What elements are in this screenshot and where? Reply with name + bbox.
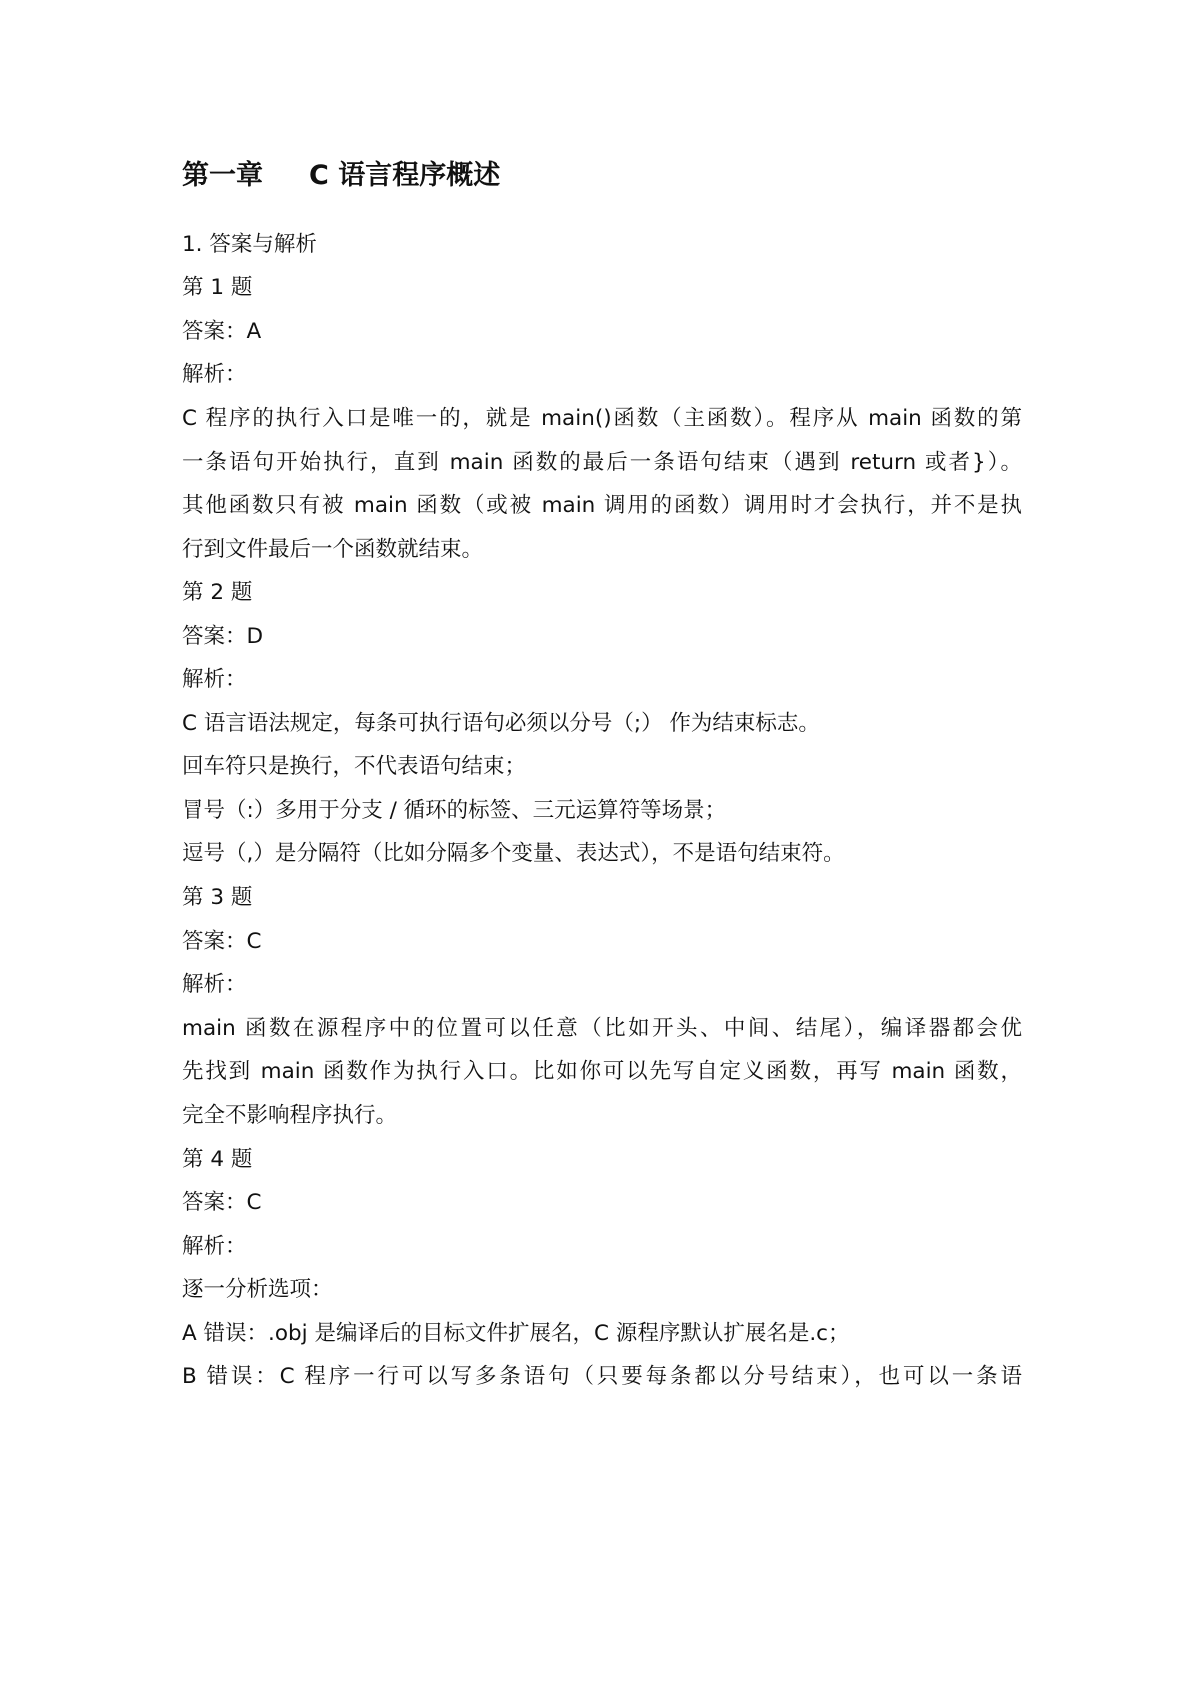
analysis-label: 解析： (182, 972, 247, 997)
question-label: 第 1 题 (182, 275, 253, 300)
analysis-text-line: B 错误：C 程序一行可以写多条语句（只要每条都以分号结束），也可以一条语 (182, 1364, 1022, 1389)
analysis-text-line: 其他函数只有被 main 函数（或被 main 调用的函数）调用时才会执行，并不是执 (182, 493, 1022, 518)
analysis-label: 解析： (182, 1234, 247, 1259)
analysis-text-line: 先找到 main 函数作为执行入口。比如你可以先写自定义函数，再写 main 函数， (182, 1059, 1022, 1084)
answer-line: 答案：C (182, 929, 262, 954)
analysis-text-line: main 函数在源程序中的位置可以任意（比如开头、中间、结尾），编译器都会优 (182, 1016, 1022, 1041)
question-label: 第 3 题 (182, 885, 253, 910)
analysis-text-line: 完全不影响程序执行。 (182, 1103, 398, 1128)
question-label: 第 2 题 (182, 580, 253, 605)
analysis-text-line: 冒号（:）多用于分支 / 循环的标签、三元运算符等场景； (182, 798, 727, 823)
analysis-text-line: 回车符只是换行，不代表语句结束； (182, 754, 527, 779)
analysis-text-line: 逐一分析选项： (182, 1277, 333, 1302)
analysis-text-line: C 程序的执行入口是唯一的，就是 main()函数（主函数）。程序从 main 函数的第 (182, 406, 1022, 431)
analysis-label: 解析： (182, 667, 247, 692)
section-heading: 1. 答案与解析 (182, 232, 317, 257)
answer-line: 答案：C (182, 1190, 262, 1215)
analysis-label: 解析： (182, 362, 247, 387)
answer-line: 答案：D (182, 624, 264, 649)
answer-line: 答案：A (182, 319, 262, 344)
analysis-text-line: 逗号（,）是分隔符（比如分隔多个变量、表达式），不是语句结束符。 (182, 841, 845, 866)
question-label: 第 4 题 (182, 1147, 253, 1172)
analysis-text-line: A 错误：.obj 是编译后的目标文件扩展名，C 源程序默认扩展名是.c； (182, 1321, 850, 1346)
analysis-text-line: 一条语句开始执行，直到 main 函数的最后一条语句结束（遇到 return 或者}）。 (182, 450, 1022, 475)
chapter-number: 第一章 (182, 160, 263, 191)
analysis-text-line: C 语言语法规定，每条可执行语句必须以分号（;） 作为结束标志。 (182, 711, 820, 736)
chapter-name: C 语言程序概述 (309, 160, 501, 191)
analysis-text-line: 行到文件最后一个函数就结束。 (182, 537, 484, 562)
chapter-title (182, 158, 500, 194)
